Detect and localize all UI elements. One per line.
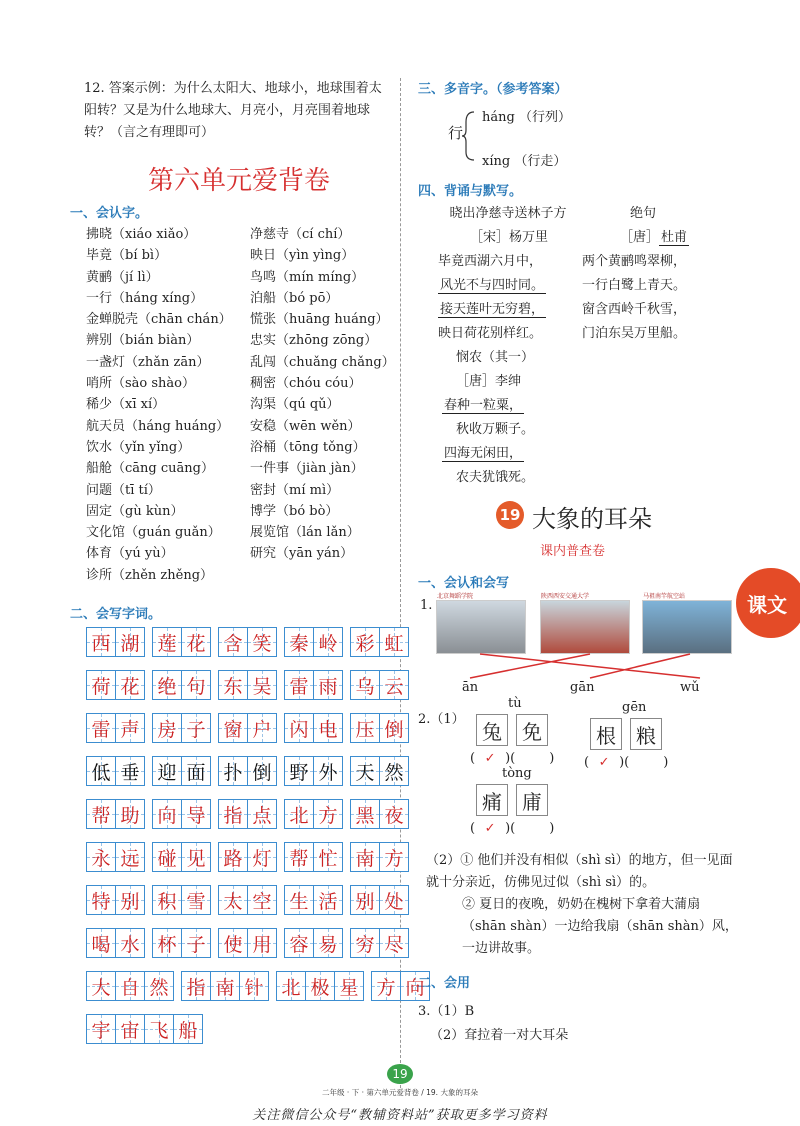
section-lesson-1: 一、会认和会写 bbox=[418, 576, 510, 591]
write-cell: 指 bbox=[218, 799, 248, 829]
write-cell: 喝 bbox=[86, 928, 116, 958]
recognize-item: 浴桶（tōng tǒng） bbox=[250, 439, 366, 455]
recognize-item: 研究（yān yán） bbox=[250, 546, 354, 562]
poem2-line1: 两个黄鹂鸣翠柳， bbox=[582, 254, 687, 269]
write-cell: 彩 bbox=[350, 627, 380, 657]
write-word bbox=[284, 627, 342, 657]
write-cell: 帮 bbox=[86, 799, 116, 829]
write-cell: 永 bbox=[86, 842, 116, 872]
write-cell: 绝 bbox=[152, 670, 182, 700]
poem3-line4: 农夫犹饿死。 bbox=[456, 470, 535, 485]
recognize-item: 博学（bó bò） bbox=[250, 503, 339, 519]
write-cell: 东 bbox=[218, 670, 248, 700]
recognize-item: 稀少（xī xí） bbox=[86, 397, 166, 413]
write-cell: 虹 bbox=[379, 627, 409, 657]
recognize-item: 诊所（zhěn zhěng） bbox=[86, 567, 214, 583]
poem3-author: ［唐］李绅 bbox=[456, 374, 522, 389]
poem2-line2: 一行白鹭上青天。 bbox=[582, 278, 687, 293]
write-word bbox=[284, 842, 342, 872]
poem2-title: 绝句 bbox=[630, 206, 657, 221]
write-cell: 花 bbox=[181, 627, 211, 657]
write-row bbox=[86, 713, 408, 743]
recognize-item: 辨别（bián biàn） bbox=[86, 333, 200, 349]
q2-tu-answers: ( ✓ )( ) bbox=[470, 751, 555, 766]
write-cell: 北 bbox=[284, 799, 314, 829]
write-cell: 云 bbox=[379, 670, 409, 700]
write-cell: 远 bbox=[115, 842, 145, 872]
poly-reading-a: háng （行列） bbox=[482, 110, 571, 125]
q2-tong-boxes bbox=[476, 784, 556, 816]
write-cell: 然 bbox=[379, 756, 409, 786]
write-cell: 自 bbox=[115, 971, 145, 1001]
write-word bbox=[350, 799, 408, 829]
write-cell: 容 bbox=[284, 928, 314, 958]
q2-tong-answers: ( ✓ )( ) bbox=[470, 821, 555, 836]
write-cell: 极 bbox=[305, 971, 335, 1001]
write-cell: 雪 bbox=[181, 885, 211, 915]
write-word bbox=[218, 885, 276, 915]
write-cell: 闪 bbox=[284, 713, 314, 743]
write-cell: 莲 bbox=[152, 627, 182, 657]
q2-gen-boxes bbox=[590, 718, 670, 750]
recognize-item: 稠密（chóu cóu） bbox=[250, 376, 362, 392]
write-row bbox=[86, 971, 429, 1001]
photo-campus-3: 马祖南竿航空站 bbox=[642, 600, 732, 654]
write-word bbox=[86, 928, 144, 958]
write-cell: 低 bbox=[86, 756, 116, 786]
write-word bbox=[86, 885, 144, 915]
write-cell: 野 bbox=[284, 756, 314, 786]
write-cell: 向 bbox=[152, 799, 182, 829]
q1-pinyin-2: gān bbox=[570, 680, 595, 695]
lesson-subtitle: 课内普查卷 bbox=[540, 544, 606, 559]
write-cell: 大 bbox=[86, 971, 116, 1001]
recognize-item: 体育（yú yù） bbox=[86, 546, 174, 562]
write-cell: 子 bbox=[181, 713, 211, 743]
poem2-author: ［唐］ 杜甫 bbox=[620, 230, 688, 245]
write-cell: 点 bbox=[247, 799, 277, 829]
write-cell: 易 bbox=[313, 928, 343, 958]
write-row bbox=[86, 842, 408, 872]
q1-pinyin-3: wǔ bbox=[680, 680, 700, 695]
write-row bbox=[86, 670, 408, 700]
write-word bbox=[284, 885, 342, 915]
write-cell: 面 bbox=[181, 756, 211, 786]
write-cell: 垂 bbox=[115, 756, 145, 786]
write-row bbox=[86, 627, 408, 657]
section-write: 二、会写字词。 bbox=[70, 607, 162, 622]
q1-label: 1. bbox=[420, 598, 433, 613]
poem1-line1: 毕竟西湖六月中， bbox=[438, 254, 543, 269]
poly-char: 行 bbox=[448, 124, 464, 142]
recognize-item: 一件事（jiàn jàn） bbox=[250, 461, 364, 477]
write-cell: 别 bbox=[350, 885, 380, 915]
char-box: 庯 bbox=[516, 784, 548, 816]
recognize-item: 船舱（cāng cuāng） bbox=[86, 461, 214, 477]
recognize-item: 一行（háng xíng） bbox=[86, 290, 204, 306]
write-cell: 房 bbox=[152, 713, 182, 743]
write-cell: 用 bbox=[247, 928, 277, 958]
write-word bbox=[86, 1014, 202, 1044]
write-cell: 南 bbox=[350, 842, 380, 872]
write-word bbox=[218, 713, 276, 743]
write-cell: 方 bbox=[313, 799, 343, 829]
write-cell: 别 bbox=[115, 885, 145, 915]
char-box: 痛 bbox=[476, 784, 508, 816]
write-word bbox=[86, 971, 173, 1001]
write-word bbox=[218, 928, 276, 958]
recognize-item: 密封（mí mì） bbox=[250, 482, 340, 498]
write-cell: 户 bbox=[247, 713, 277, 743]
write-cell: 尽 bbox=[379, 928, 409, 958]
write-word bbox=[152, 713, 210, 743]
write-word bbox=[86, 670, 144, 700]
write-word bbox=[284, 799, 342, 829]
write-cell: 方 bbox=[379, 842, 409, 872]
q2-2a: （2）① 他们并没有相似（shì sì）的地方，但一见面就十分亲近，仿佛见过似（shì sì）的。 bbox=[426, 853, 733, 890]
write-cell: 生 bbox=[284, 885, 314, 915]
write-cell: 宇 bbox=[86, 1014, 116, 1044]
poem3-title: 悯农（其一） bbox=[456, 350, 535, 365]
write-row bbox=[86, 885, 408, 915]
tab-badge: 课文 bbox=[736, 568, 800, 638]
char-box: 粮 bbox=[630, 718, 662, 750]
recognize-right-list bbox=[250, 224, 395, 565]
char-box: 兔 bbox=[476, 714, 508, 746]
photo-campus-1: 北京舞蹈学院 bbox=[436, 600, 526, 654]
poem1-line3: 接天莲叶无穷碧， bbox=[440, 302, 545, 317]
recognize-item: 黄鹂（jí lì） bbox=[86, 269, 159, 285]
write-word bbox=[276, 971, 363, 1001]
q2-pinyin-gen: gēn bbox=[622, 700, 647, 715]
write-cell: 飞 bbox=[144, 1014, 174, 1044]
write-word bbox=[152, 670, 210, 700]
recognize-item: 乱闯（chuǎng chǎng） bbox=[250, 354, 395, 370]
write-cell: 含 bbox=[218, 627, 248, 657]
poly-reading-b: xíng （行走） bbox=[482, 154, 567, 169]
recognize-left-list bbox=[86, 224, 232, 586]
write-cell: 碰 bbox=[152, 842, 182, 872]
poem3-line3: 四海无闲田， bbox=[444, 446, 523, 461]
poem2-line3: 窗含西岭千秋雪， bbox=[582, 302, 687, 317]
write-word bbox=[371, 971, 429, 1001]
q2-pinyin-tu: tù bbox=[508, 696, 522, 711]
footer-watermark: 关注微信公众号“教辅资料站”获取更多学习资料 bbox=[252, 1108, 548, 1123]
recognize-item: 拂晓（xiáo xiǎo） bbox=[86, 227, 197, 242]
write-cell: 雨 bbox=[313, 670, 343, 700]
write-word bbox=[350, 842, 408, 872]
poem1-author: ［宋］杨万里 bbox=[470, 230, 549, 245]
write-cell: 星 bbox=[334, 971, 364, 1001]
q3-2: （2）耷拉着一对大耳朵 bbox=[430, 1028, 569, 1043]
write-word bbox=[218, 799, 276, 829]
write-cell: 北 bbox=[276, 971, 306, 1001]
write-cell: 空 bbox=[247, 885, 277, 915]
recognize-item: 固定（gù kùn） bbox=[86, 503, 184, 519]
write-row bbox=[86, 756, 408, 786]
write-row bbox=[86, 1014, 202, 1044]
write-cell: 然 bbox=[144, 971, 174, 1001]
q2-2b: ② 夏日的夜晚，奶奶在槐树下拿着大蒲扇（shān shàn）一边给我扇（shān shàn）风，一边讲故事。 bbox=[462, 897, 738, 956]
write-cell: 导 bbox=[181, 799, 211, 829]
recognize-item: 净慈寺（cí chí） bbox=[250, 227, 351, 242]
write-word bbox=[181, 971, 268, 1001]
recognize-item: 沟渠（qú qǔ） bbox=[250, 397, 340, 413]
write-word bbox=[86, 799, 144, 829]
poem1-line4: 映日荷花别样红。 bbox=[438, 326, 543, 341]
write-cell: 子 bbox=[181, 928, 211, 958]
write-cell: 吴 bbox=[247, 670, 277, 700]
recognize-item: 饮水（yǐn yǐng） bbox=[86, 439, 191, 455]
write-cell: 太 bbox=[218, 885, 248, 915]
recognize-item: 慌张（huāng huáng） bbox=[250, 312, 389, 328]
write-cell: 帮 bbox=[284, 842, 314, 872]
page-number: 19 bbox=[387, 1064, 413, 1084]
write-cell: 船 bbox=[173, 1014, 203, 1044]
write-word bbox=[86, 713, 144, 743]
poem3-line1: 春种一粒粟， bbox=[444, 398, 523, 413]
write-cell: 外 bbox=[313, 756, 343, 786]
write-cell: 句 bbox=[181, 670, 211, 700]
photo-campus-2: 陕西西安交通大学 bbox=[540, 600, 630, 654]
write-word bbox=[86, 756, 144, 786]
write-cell: 湖 bbox=[115, 627, 145, 657]
write-word bbox=[284, 713, 342, 743]
write-cell: 水 bbox=[115, 928, 145, 958]
write-word bbox=[350, 756, 408, 786]
write-cell: 助 bbox=[115, 799, 145, 829]
write-word bbox=[350, 713, 408, 743]
write-word bbox=[284, 928, 342, 958]
write-cell: 扑 bbox=[218, 756, 248, 786]
q2-label: 2.（1） bbox=[418, 712, 465, 727]
write-cell: 宙 bbox=[115, 1014, 145, 1044]
recognize-item: 鸟鸣（mín míng） bbox=[250, 269, 365, 285]
write-cell: 花 bbox=[115, 670, 145, 700]
section-recognize: 一、会认字。 bbox=[70, 206, 149, 221]
write-cell: 穷 bbox=[350, 928, 380, 958]
write-word bbox=[152, 885, 210, 915]
recognize-item: 问题（tī tí） bbox=[86, 482, 161, 498]
footer-caption: 二年级 · 下 · 第六单元爱背卷 / 19. 大象的耳朵 bbox=[322, 1088, 478, 1097]
recognize-item: 一盏灯（zhǎn zān） bbox=[86, 354, 210, 370]
lesson-number: 19 bbox=[496, 501, 524, 529]
q2-gen-answers: ( ✓ )( ) bbox=[584, 755, 669, 770]
write-word bbox=[152, 842, 210, 872]
poem2-line4: 门泊东吴万里船。 bbox=[582, 326, 687, 341]
write-word bbox=[152, 799, 210, 829]
write-cell: 天 bbox=[350, 756, 380, 786]
write-cell: 黑 bbox=[350, 799, 380, 829]
write-cell: 雷 bbox=[284, 670, 314, 700]
write-cell: 西 bbox=[86, 627, 116, 657]
poem1-title: 晓出净慈寺送林子方 bbox=[449, 206, 567, 221]
section-lesson-2: 二、会用 bbox=[418, 976, 471, 991]
write-cell: 灯 bbox=[247, 842, 277, 872]
write-cell: 处 bbox=[379, 885, 409, 915]
write-word bbox=[350, 928, 408, 958]
write-cell: 使 bbox=[218, 928, 248, 958]
write-word bbox=[350, 670, 408, 700]
matching-lines bbox=[430, 652, 750, 682]
write-cell: 倒 bbox=[247, 756, 277, 786]
char-box: 免 bbox=[516, 714, 548, 746]
write-word bbox=[218, 670, 276, 700]
write-cell: 针 bbox=[239, 971, 269, 1001]
write-word bbox=[152, 627, 210, 657]
write-word bbox=[284, 670, 342, 700]
write-cell: 积 bbox=[152, 885, 182, 915]
recognize-item: 展览馆（lán lǎn） bbox=[250, 525, 360, 541]
write-word bbox=[218, 756, 276, 786]
write-cell: 笑 bbox=[247, 627, 277, 657]
recognize-item: 航天员（háng huáng） bbox=[86, 418, 230, 434]
write-cell: 特 bbox=[86, 885, 116, 915]
write-cell: 活 bbox=[313, 885, 343, 915]
write-cell: 南 bbox=[210, 971, 240, 1001]
write-cell: 电 bbox=[313, 713, 343, 743]
write-cell: 向 bbox=[400, 971, 430, 1001]
write-word bbox=[152, 756, 210, 786]
write-word bbox=[152, 928, 210, 958]
char-box: 根 bbox=[590, 718, 622, 750]
recognize-item: 安稳（wēn wěn） bbox=[250, 418, 361, 434]
write-cell: 乌 bbox=[350, 670, 380, 700]
write-cell: 杯 bbox=[152, 928, 182, 958]
section-polyphone: 三、多音字。（参考答案） bbox=[418, 82, 568, 97]
write-word bbox=[284, 756, 342, 786]
write-cell: 荷 bbox=[86, 670, 116, 700]
write-cell: 见 bbox=[181, 842, 211, 872]
recognize-item: 哨所（sào shào） bbox=[86, 376, 196, 392]
recognize-item: 映日（yìn yìng） bbox=[250, 248, 355, 264]
write-cell: 迎 bbox=[152, 756, 182, 786]
write-word bbox=[350, 627, 408, 657]
write-cell: 指 bbox=[181, 971, 211, 1001]
q1-pinyin-1: ān bbox=[462, 680, 479, 695]
recognize-item: 泊船（bó pō） bbox=[250, 290, 339, 306]
write-row bbox=[86, 928, 408, 958]
write-cell: 方 bbox=[371, 971, 401, 1001]
write-cell: 声 bbox=[115, 713, 145, 743]
answer-12: 12. 答案示例：为什么太阳大、地球小，地球围着太阳转？又是为什么地球大、月亮小，月亮围着地球转？（言之有理即可） bbox=[84, 81, 382, 140]
q2-pinyin-tong: tòng bbox=[502, 766, 532, 781]
recognize-item: 毕竟（bí bì） bbox=[86, 248, 168, 264]
write-word bbox=[86, 627, 144, 657]
write-word bbox=[86, 842, 144, 872]
write-cell: 忙 bbox=[313, 842, 343, 872]
write-cell: 路 bbox=[218, 842, 248, 872]
write-word bbox=[350, 885, 408, 915]
write-cell: 雷 bbox=[86, 713, 116, 743]
q3-1: 3.（1）B bbox=[418, 1004, 475, 1019]
lesson-title: 大象的耳朵 bbox=[532, 505, 652, 533]
write-cell: 夜 bbox=[379, 799, 409, 829]
write-cell: 压 bbox=[350, 713, 380, 743]
write-row bbox=[86, 799, 408, 829]
unit-title: 第六单元爱背卷 bbox=[147, 166, 330, 196]
section-recite: 四、背诵与默写。 bbox=[418, 184, 523, 199]
write-cell: 秦 bbox=[284, 627, 314, 657]
poem3-line2: 秋收万颗子。 bbox=[456, 422, 535, 437]
write-word bbox=[218, 627, 276, 657]
brace-icon bbox=[462, 108, 476, 164]
poem1-line2: 风光不与四时同。 bbox=[440, 278, 545, 293]
write-cell: 窗 bbox=[218, 713, 248, 743]
q2-tu-boxes bbox=[476, 714, 556, 746]
write-word bbox=[218, 842, 276, 872]
write-cell: 岭 bbox=[313, 627, 343, 657]
recognize-item: 文化馆（guán guǎn） bbox=[86, 525, 221, 541]
recognize-item: 忠实（zhōng zōng） bbox=[250, 333, 378, 349]
recognize-item: 金蝉脱壳（chān chán） bbox=[86, 312, 232, 328]
write-cell: 倒 bbox=[379, 713, 409, 743]
